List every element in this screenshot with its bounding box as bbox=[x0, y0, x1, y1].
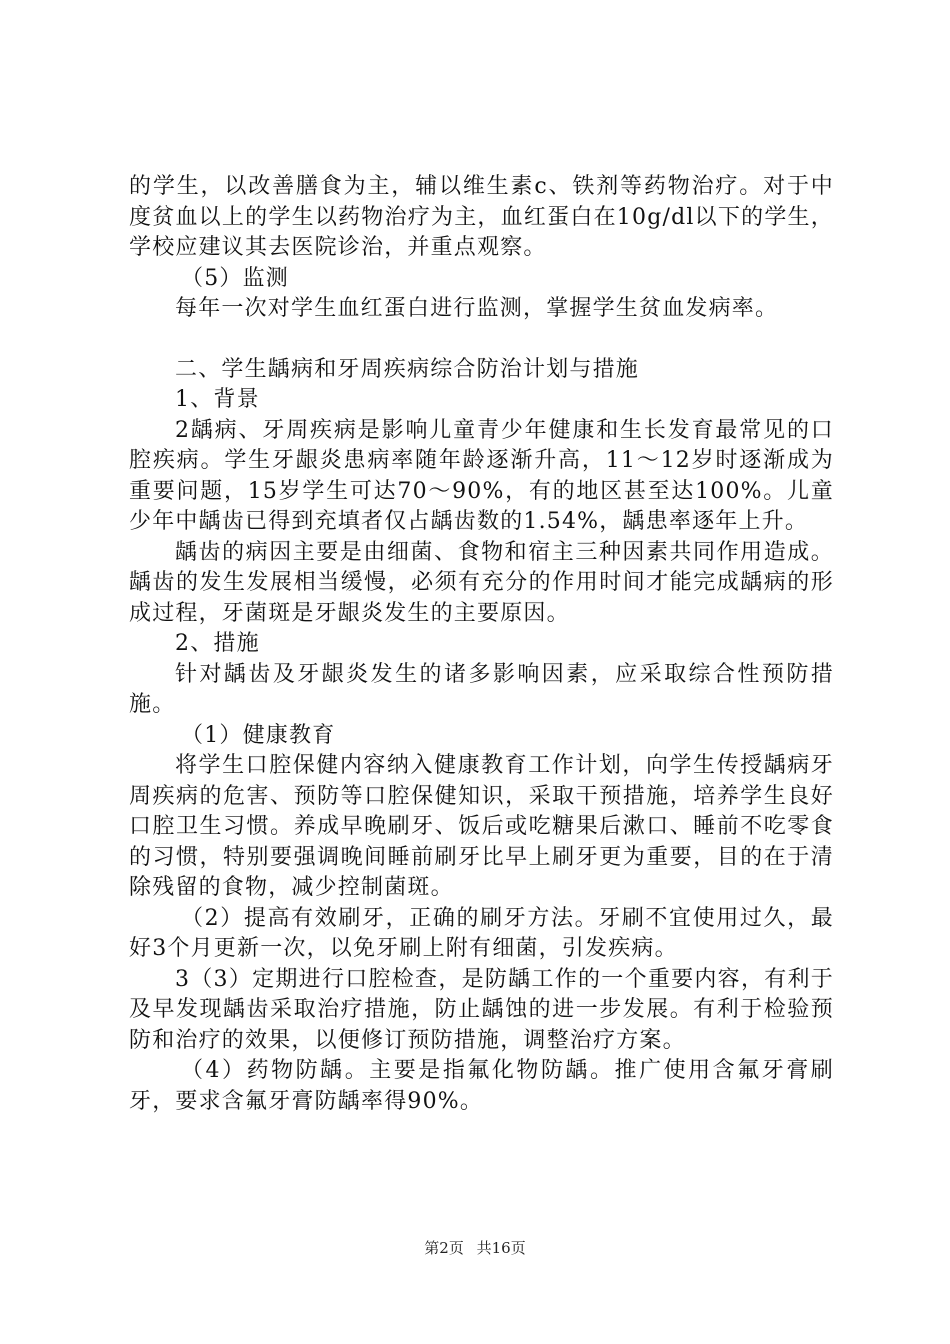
heading-background: 1、背景 bbox=[175, 387, 260, 412]
blank-line bbox=[129, 325, 834, 355]
page-footer bbox=[0, 1237, 950, 1258]
paragraph-health-education: 将学生口腔保健内容纳入健康教育工作计划，向学生传授龋病牙周疾病的危害、预防等口腔保健知识，采取干预措施，培养学生良好口腔卫生习惯。养成早晚刷牙、饭后或吃糖果后漱口、睡前不吃零食的习惯，特别要强调晚间睡前刷牙比早上刷牙更为重要，目的在于清除残留的食物，减少控制菌斑。 bbox=[129, 753, 834, 900]
heading-monitoring: （5）监测 bbox=[181, 265, 289, 291]
page-number: 第2页 bbox=[424, 1239, 464, 1257]
paragraph-brushing: （2）提高有效刷牙，正确的刷牙方法。牙刷不宜使用过久，最好3个月更新一次，以免牙刷上附有细菌，引发疾病。 bbox=[129, 905, 834, 961]
heading-health-education: （1）健康教育 bbox=[181, 722, 336, 748]
paragraph-anemia-treatment: 的学生，以改善膳食为主，辅以维生素c、铁剂等药物治疗。对于中度贫血以上的学生以药物治疗为主，血红蛋白在10g/dl以下的学生，学校应建议其去医院诊治，并重点观察。 bbox=[129, 174, 834, 260]
section-heading-caries: 二、学生龋病和牙周疾病综合防治计划与措施 bbox=[175, 356, 640, 382]
paragraph-fluoride: （4）药物防龋。主要是指氟化物防龋。推广使用含氟牙膏刷牙，要求含氟牙膏防龋率得90%。 bbox=[129, 1058, 834, 1114]
page-total: 共16页 bbox=[476, 1239, 526, 1257]
paragraph-cause: 龋齿的病因主要是由细菌、食物和宿主三种因素共同作用造成。龋齿的发生发展相当缓慢，必须有充分的作用时间才能完成龋病的形成过程，牙菌斑是牙龈炎发生的主要原因。 bbox=[129, 539, 834, 626]
paragraph-background: 2龋病、牙周疾病是影响儿童青少年健康和生长发育最常见的口腔疾病。学生牙龈炎患病率随年龄逐渐升高，11～12岁时逐渐成为重要问题，15岁学生可达70～90%，有的地区甚至达100%。儿童少年中龋齿已得到充填者仅占龋齿数的1.54%，龋患率逐年上升。 bbox=[129, 417, 834, 534]
paragraph-monitoring: 每年一次对学生血红蛋白进行监测，掌握学生贫血发病率。 bbox=[175, 296, 779, 321]
paragraph-oral-exam: 3（3）定期进行口腔检查，是防龋工作的一个重要内容，有利于及早发现龋齿采取治疗措施，防止龋蚀的进一步发展。有利于检验预防和治疗的效果，以便修订预防措施，调整治疗方案。 bbox=[129, 966, 834, 1053]
document-body bbox=[129, 172, 834, 1117]
heading-measures: 2、措施 bbox=[175, 631, 260, 656]
paragraph-measures-intro: 针对龋齿及牙龈炎发生的诸多影响因素，应采取综合性预防措施。 bbox=[129, 661, 834, 717]
